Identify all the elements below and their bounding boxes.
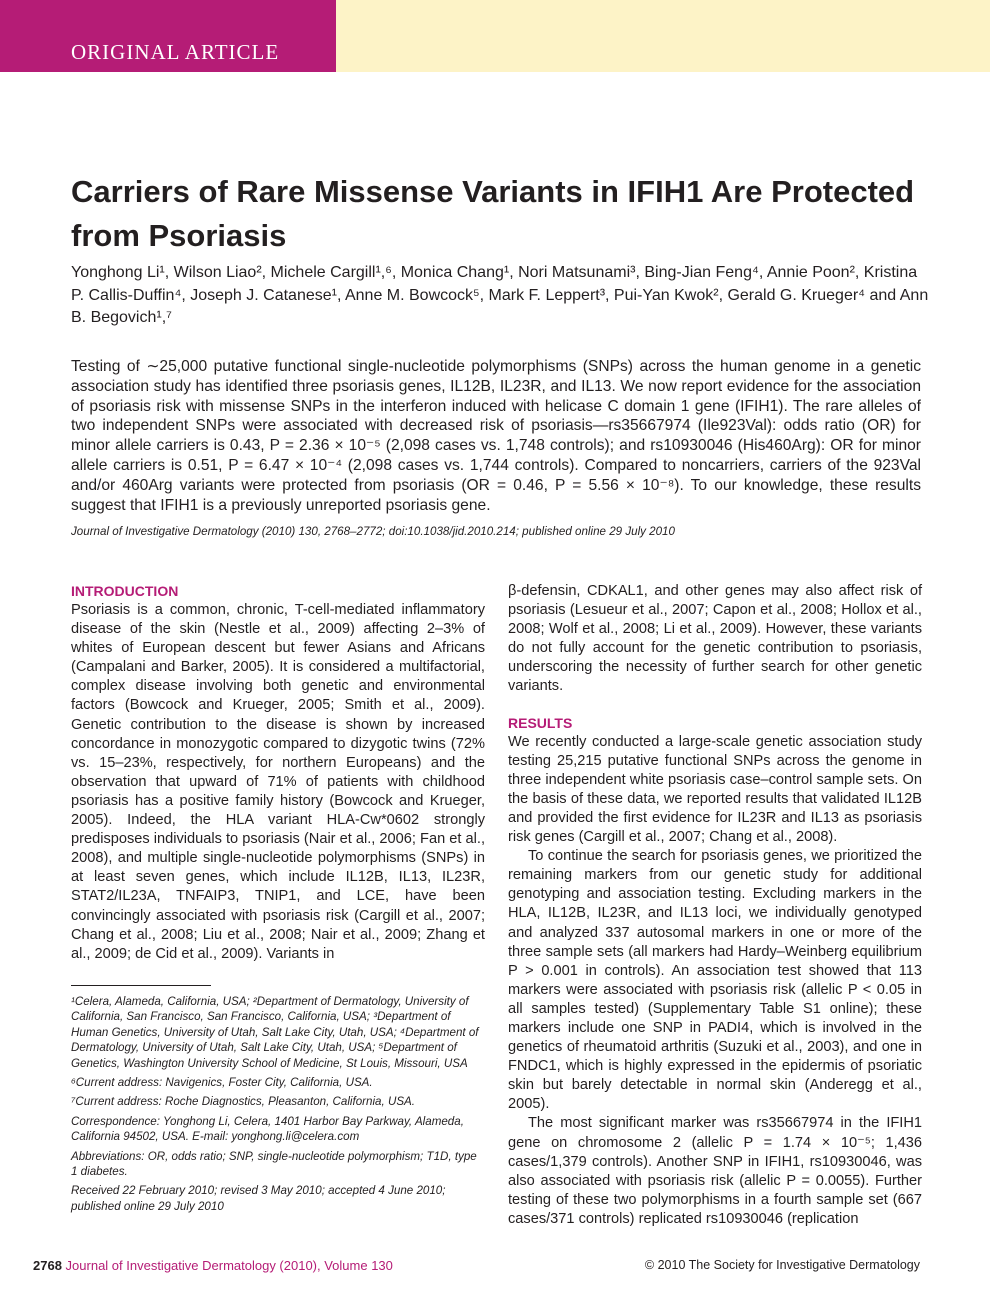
author-list: Yonghong Li¹, Wilson Liao², Michele Cargill¹,⁶, Monica Chang¹, Nori Matsunami³, Bing-Jian Feng⁴, Annie Poon², Kristina P. Callis-Duffin⁴, Joseph J. Catanese¹, Anne M. Bowcock⁵, Mark F. Leppert³, Pui-Yan Kwok², Gerald G. Krueger⁴ and Ann B. Begovich¹,⁷ <box>71 264 929 326</box>
citation-line: Journal of Investigative Dermatology (2010) 130, 2768–2772; doi:10.1038/jid.2010.214; published online 29 July 2010 <box>71 525 675 538</box>
left-column <box>71 582 485 964</box>
footnote-received: Received 22 February 2010; revised 3 May 2010; accepted 4 June 2010; published online 29 July 2010 <box>71 1184 446 1213</box>
section-label: ORIGINAL ARTICLE <box>71 40 280 64</box>
introduction-text: Psoriasis is a common, chronic, T-cell-mediated inflammatory disease of the skin (Nestle et al., 2009) affecting 2–3% of whites of European descent but fewer Asians and Africans (Campalani and Barker, 2005). It is considered a multifactorial, complex disease involving both genetic and environmental factors (Bowcock and Krueger, 2005; Smith et al., 2009). Genetic contribution to the disease is shown by increased concordance in monozygotic compared to dizygotic twins (72% vs. 15–23%, respectively, for northern Europeans) and the observation that upward of 71% of patients with childhood psoriasis has a positive family history (Bowcock and Krueger, 2005). Indeed, the HLA variant HLA-Cw*0602 strongly predisposes individuals to psoriasis (Nair et al., 2006; Fan et al., 2008), and multiple single-nucleotide polymorphisms (SNPs) in at least seven genes, which include IL12B, IL13, IL23R, STAT2/IL23A, TNFAIP3, TNIP1, and LCE, have been convincingly associated with psoriasis risk (Cargill et al., 2007; Chang et al., 2008; Liu et al., 2008; Nair et al., 2009; Zhang et al., 2009; de Cid et al., 2009). Variants in <box>71 602 485 962</box>
footnote-affiliations: ¹Celera, Alameda, California, USA; ²Department of Dermatology, University of California, San Francisco, San Francisco, California, USA; ³Department of Human Genetics, University of Utah, Salt Lake City, Utah, USA; ⁴Department of Dermatology, University of Utah, Salt Lake City, Utah, USA; ⁵Department of Genetics, Washington University School of Medicine, St Louis, Missouri, USA <box>71 995 479 1070</box>
footnotes <box>71 994 485 1218</box>
footnote-correspondence: Correspondence: Yonghong Li, Celera, 1401 Harbor Bay Parkway, Alameda, California 94502, USA. E-mail: yonghong.li@celera.com <box>71 1114 464 1144</box>
page-number: 2768 <box>33 1258 62 1273</box>
footer-left <box>33 1258 393 1273</box>
footnote-address-7: ⁷Current address: Roche Diagnostics, Pleasanton, California, USA. <box>71 1095 416 1109</box>
footnote-divider <box>71 985 211 986</box>
abstract: Testing of ∼25,000 putative functional single-nucleotide polymorphisms (SNPs) across the human genome in a genetic association study has identified three psoriasis genes, IL12B, IL23R, and IL13. We now report evidence for the association of psoriasis risk with missense SNPs in the interferon induced with helicase C domain 1 gene (IFIH1). The rare alleles of two independent SNPs were associated with decreased risk of psoriasis—rs35667974 (Ile923Val): odds ratio (OR) for minor allele carriers is 0.43, P = 2.36 × 10⁻⁵ (2,098 cases vs. 1,748 controls); and rs10930046 (His460Arg): OR for minor allele carriers is 0.51, P = 6.47 × 10⁻⁴ (2,098 cases vs. 1,744 controls). Compared to noncarriers, carriers of the 923Val and/or 460Arg variants were protected from psoriasis (OR = 0.46, P = 5.56 × 10⁻⁸). To our knowledge, these results suggest that IFIH1 is a previously unreported psoriasis gene. <box>71 358 921 514</box>
results-paragraph-2: To continue the search for psoriasis genes, we prioritized the remaining markers from our genetic study for additional genotyping and association testing. Excluding markers in the HLA, IL12B, IL23R, and IL13 loci, we individually genotyped and analyzed 337 autosomal markers in one or more of the three sample sets (all markers had Hardy–Weinberg equilibrium P > 0.001 in controls). An association test showed that 113 markers were associated with psoriasis risk (allelic P < 0.05 in all samples tested) (Supplementary Table S1 online); these markers include one SNP in PADI4, which is involved in the genetics of rheumatoid arthritis (Suzuki et al., 2003), and one in FNDC1, which is highly expressed in the epidermis of psoriatic skin but barely detectable in normal skin (Anderegg et al., 2005). <box>508 848 922 1113</box>
introduction-heading: INTRODUCTION <box>71 583 179 599</box>
results-paragraph-3: The most significant marker was rs35667974 in the IFIH1 gene on chromosome 2 (allelic P = 1.74 × 10⁻⁵; 1,436 cases/1,379 controls). Another SNP in IFIH1, rs10930046, was also associated with psoriasis risk (allelic P = 0.0055). Further testing of these two polymorphisms in a fourth sample set (667 cases/371 controls) replicated rs10930046 (replication <box>508 1115 922 1227</box>
right-column <box>508 582 922 1229</box>
introduction-continuation: β-defensin, CDKAL1, and other genes may also affect risk of psoriasis (Lesueur et al., 2007; Capon et al., 2008; Hollox et al., 2008; Wolf et al., 2008; Li et al., 2009). However, these variants do not fully account for the genetic contribution to psoriasis, underscoring the necessity of further search for other genetic variants. <box>508 583 922 695</box>
results-heading: RESULTS <box>508 714 573 731</box>
footer-journal: Journal of Investigative Dermatology (2010), Volume 130 <box>65 1258 393 1273</box>
footnote-address-6: ⁶Current address: Navigenics, Foster City, California, USA. <box>71 1076 373 1090</box>
results-paragraph-1: We recently conducted a large-scale genetic association study testing 25,215 putative functional SNPs across the genome in three independent white psoriasis case–control sample sets. On the basis of these data, we reported results that validated IL12B and provided the first evidence for IL23R and IL13 as psoriasis risk genes (Cargill et al., 2007; Chang et al., 2008). <box>508 733 922 846</box>
footer-copyright: © 2010 The Society for Investigative Dermatology <box>644 1258 920 1272</box>
footnote-abbreviations: Abbreviations: OR, odds ratio; SNP, single-nucleotide polymorphism; T1D, type 1 diabetes. <box>71 1149 477 1179</box>
article-title: Carriers of Rare Missense Variants in IFIH1 Are Protected from Psoriasis <box>71 174 915 253</box>
